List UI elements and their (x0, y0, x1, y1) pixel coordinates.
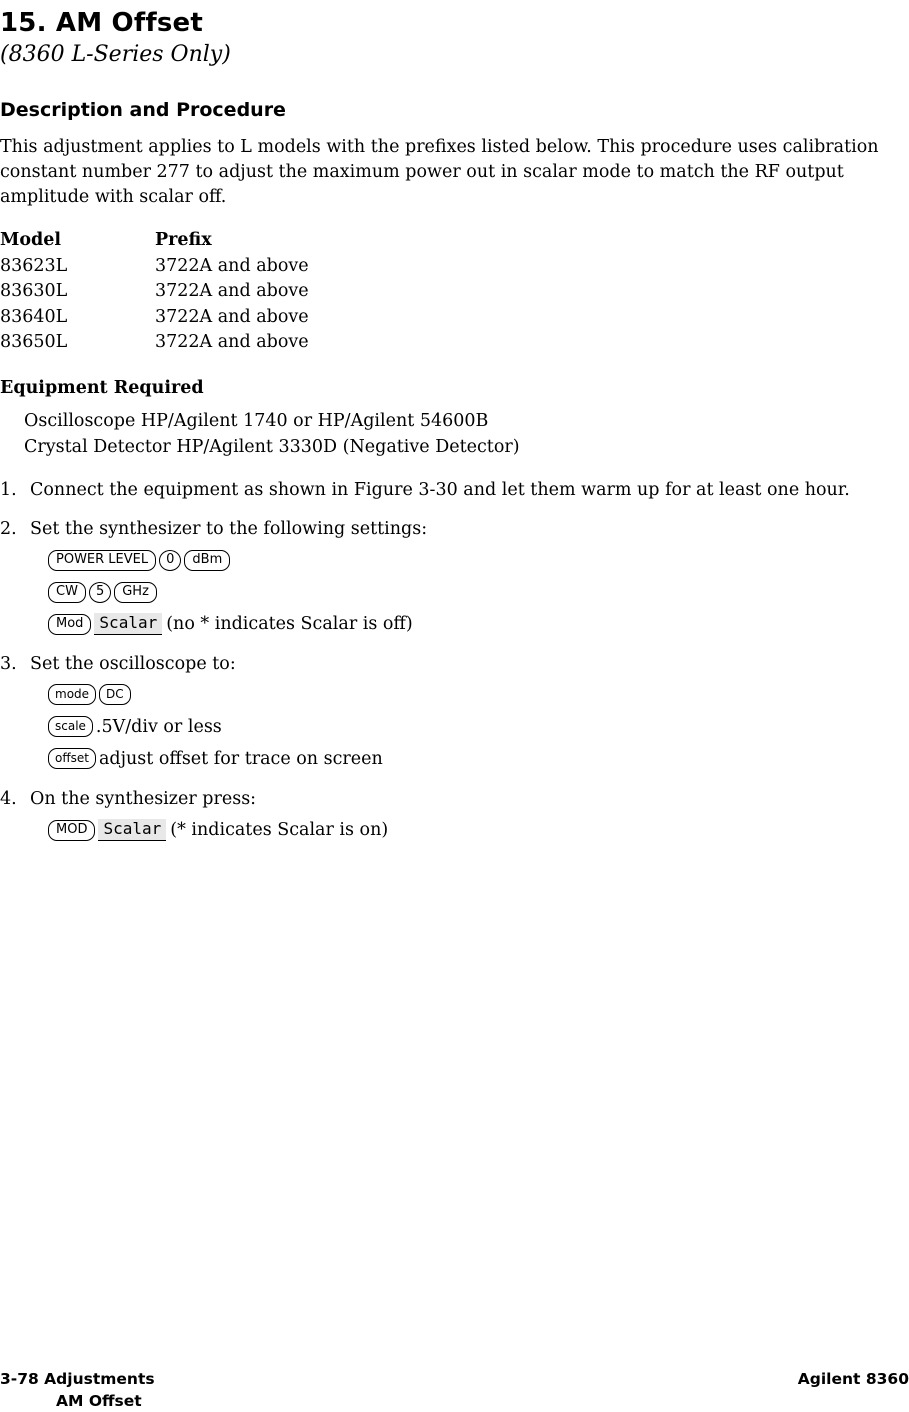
cell-model: 83623L (0, 255, 68, 276)
list-item (0, 652, 909, 773)
table-row (0, 279, 309, 305)
step-number: 3. (0, 653, 17, 674)
key-sequence (30, 816, 909, 844)
hardkey-offset[interactable]: offset (48, 748, 96, 769)
hardkey-dbm[interactable]: dBm (184, 550, 230, 571)
step-number: 2. (0, 518, 17, 539)
hardkey-power-level[interactable]: POWER LEVEL (48, 550, 156, 571)
list-item: Crystal Detector HP/Agilent 3330D (Negative Detector) (24, 436, 520, 457)
cell-model: 83630L (0, 281, 68, 301)
cell-prefix: 3722A and above (155, 281, 309, 301)
key-sequence (30, 745, 909, 773)
cell-prefix: 3722A and above (155, 306, 309, 327)
key-note: .5V/div or less (95, 716, 222, 737)
hardkey-ghz[interactable]: GHz (114, 582, 157, 603)
footer-page-section: 3-78 Adjustments (0, 1370, 155, 1388)
column-header-model: Model (0, 230, 62, 250)
footer-topic: AM Offset (56, 1392, 142, 1410)
table-header-row (0, 228, 309, 254)
column-header-prefix: Prefix (155, 230, 212, 250)
table-row (0, 254, 309, 280)
key-note: adjust offset for trace on screen (98, 748, 383, 769)
equipment-list (24, 408, 909, 460)
key-sequence (30, 681, 909, 709)
list-item (0, 787, 909, 844)
key-sequence (30, 546, 909, 574)
softkey-scalar[interactable]: Scalar (98, 819, 166, 841)
cell-model: 83650L (0, 332, 68, 352)
hardkey-mode[interactable]: mode (48, 684, 96, 705)
hardkey-dc[interactable]: DC (99, 684, 131, 705)
procedure-steps (0, 478, 909, 844)
section-heading: Description and Procedure (0, 99, 286, 121)
hardkey-5[interactable]: 5 (89, 582, 111, 603)
key-sequence (30, 610, 909, 638)
section-paragraph: This adjustment applies to L models with the prefixes listed below. This procedure uses calibration constant number 277 to adjust the maximum power out in scalar mode to match the RF output amplitude with scalar off. (0, 137, 879, 207)
list-item (0, 517, 909, 638)
list-item (0, 478, 909, 503)
step-text: On the synthesizer press: (30, 788, 257, 809)
step-text: Connect the equipment as shown in Figure 3-30 and let them warm up for at least one hour. (30, 479, 850, 500)
step-number: 1. (0, 479, 17, 500)
list-item: Oscilloscope HP/Agilent 1740 or HP/Agilent 54600B (24, 410, 489, 431)
footer-left (0, 1368, 155, 1412)
key-sequence (30, 578, 909, 606)
hardkey-cw[interactable]: CW (48, 582, 86, 603)
page-title: 15. AM Offset (0, 8, 204, 38)
footer-right: Agilent 8360 (797, 1370, 909, 1388)
key-sequence (30, 713, 909, 741)
cell-model: 83640L (0, 306, 68, 327)
step-number: 4. (0, 788, 17, 809)
key-note: (no * indicates Scalar is off) (166, 613, 413, 634)
hardkey-mod[interactable]: MOD (48, 820, 95, 841)
cell-prefix: 3722A and above (155, 332, 309, 352)
model-prefix-table (0, 228, 309, 356)
hardkey-mod[interactable]: Mod (48, 614, 91, 635)
softkey-scalar[interactable]: Scalar (94, 613, 162, 635)
key-note: (* indicates Scalar is on) (170, 819, 389, 840)
step-text: Set the oscilloscope to: (30, 653, 236, 674)
step-text: Set the synthesizer to the following settings: (30, 518, 428, 539)
equipment-required-heading: Equipment Required (0, 377, 204, 398)
hardkey-scale[interactable]: scale (48, 716, 93, 737)
cell-prefix: 3722A and above (155, 255, 309, 276)
table-row (0, 305, 309, 331)
table-row (0, 330, 309, 356)
hardkey-0[interactable]: 0 (159, 550, 181, 571)
page-subtitle: (8360 L-Series Only) (0, 42, 231, 67)
